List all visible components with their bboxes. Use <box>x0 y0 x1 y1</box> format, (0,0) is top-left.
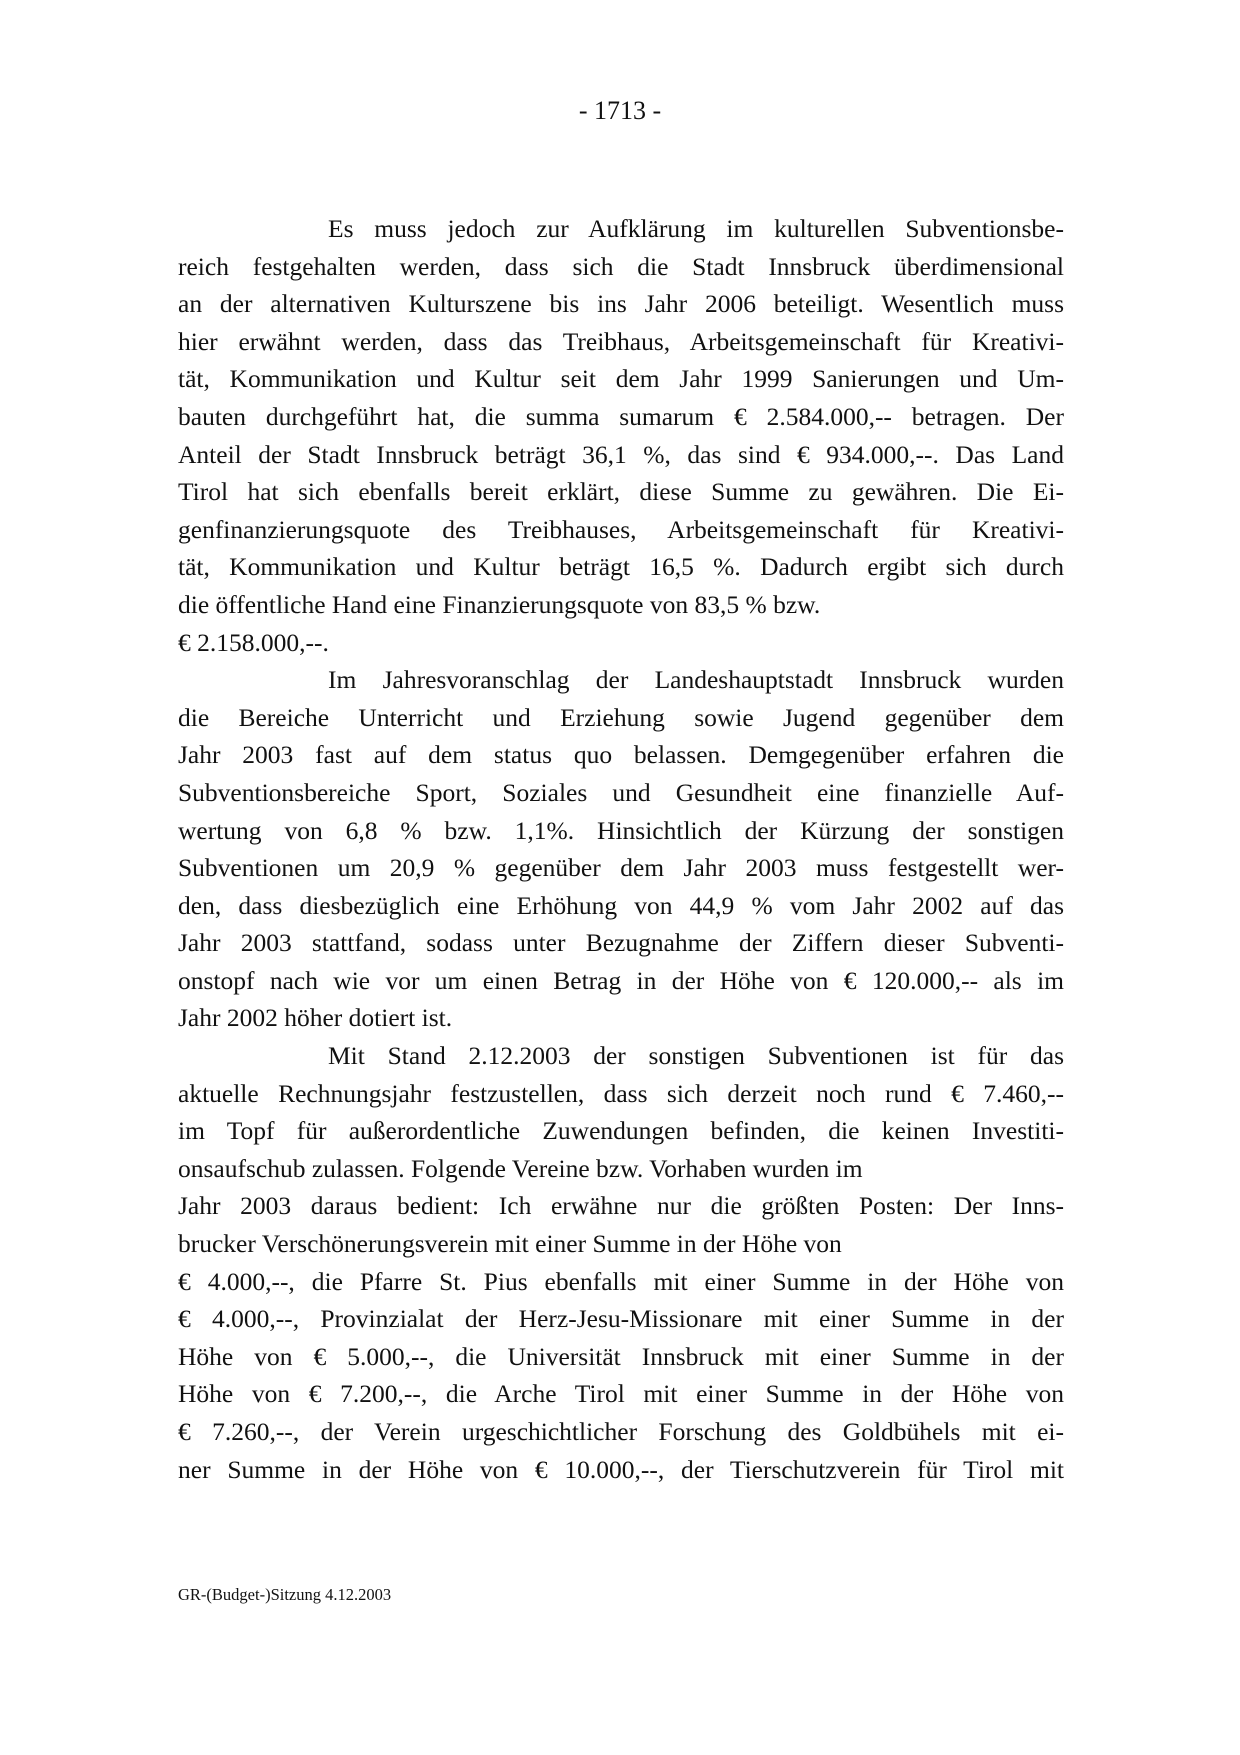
text-line: Höhe von € 5.000,--, die Universität Innsbruck mit einer Summe in der <box>178 1341 1064 1371</box>
text-line: € 4.000,--, die Pfarre St. Pius ebenfalls mit einer Summe in der Höhe von <box>178 1266 1064 1296</box>
text-line: den, dass diesbezüglich eine Erhöhung von 44,9 % vom Jahr 2002 auf das <box>178 890 1064 920</box>
text-line: € 7.260,--, der Verein urgeschichtlicher Forschung des Goldbühels mit ei- <box>178 1417 1064 1446</box>
text-line: im Topf für außerordentliche Zuwendungen befinden, die keinen Investiti- <box>178 1116 1064 1146</box>
text-line: Höhe von € 7.200,--, die Arche Tirol mit einer Summe in der Höhe von <box>178 1379 1064 1409</box>
text-line: Jahr 2003 fast auf dem status quo belassen. Demgegenüber erfahren die <box>178 740 1064 770</box>
text-line: hier erwähnt werden, dass das Treibhaus, Arbeitsgemeinschaft für Kreativi- <box>178 326 1064 356</box>
page-footer: GR-(Budget-)Sitzung 4.12.2003 <box>178 1585 392 1604</box>
text-line: ner Summe in der Höhe von € 10.000,--, der Tierschutzverein für Tirol mit <box>178 1454 1064 1484</box>
text-line: onstopf nach wie vor um einen Betrag in der Höhe von € 120.000,-- als im <box>178 965 1064 995</box>
text-line: Es muss jedoch zur Aufklärung im kulturellen Subventionsbe- <box>328 214 1064 243</box>
text-line: brucker Verschönerungsverein mit einer Summe in der Höhe von <box>178 1229 842 1259</box>
text-line: genfinanzierungsquote des Treibhauses, Arbeitsgemeinschaft für Kreativi- <box>178 514 1064 544</box>
text-line: an der alternativen Kulturszene bis ins Jahr 2006 beteiligt. Wesentlich muss <box>178 289 1064 319</box>
text-line: Jahr 2002 höher dotiert ist. <box>178 1003 453 1033</box>
text-line: reich festgehalten werden, dass sich die Stadt Innsbruck überdimensional <box>178 251 1064 281</box>
text-line: bauten durchgeführt hat, die summa sumarum € 2.584.000,-- betragen. Der <box>178 401 1064 431</box>
text-line: die Bereiche Unterricht und Erziehung sowie Jugend gegenüber dem <box>178 702 1064 732</box>
paragraph <box>178 210 1064 661</box>
text-line: aktuelle Rechnungsjahr festzustellen, dass sich derzeit noch rund € 7.460,-- <box>178 1078 1064 1108</box>
paragraph <box>178 661 1064 1037</box>
text-line: Im Jahresvoranschlag der Landeshauptstadt Innsbruck wurden <box>328 665 1064 695</box>
text-line: € 4.000,--, Provinzialat der Herz-Jesu-Missionare mit einer Summe in der <box>178 1304 1064 1334</box>
text-line: € 2.158.000,--. <box>178 627 329 657</box>
page-number: - 1713 - <box>578 96 662 125</box>
text-line: Subventionen um 20,9 % gegenüber dem Jahr 2003 muss festgestellt wer- <box>178 853 1064 883</box>
text-line: Jahr 2003 daraus bedient: Ich erwähne nur die größten Posten: Der Inns- <box>178 1191 1064 1221</box>
text-line: tät, Kommunikation und Kultur beträgt 16,5 %. Dadurch ergibt sich durch <box>178 552 1064 582</box>
text-line: Tirol hat sich ebenfalls bereit erklärt, diese Summe zu gewähren. Die Ei- <box>178 477 1064 507</box>
text-line: Subventionsbereiche Sport, Soziales und Gesundheit eine finanzielle Auf- <box>178 777 1064 807</box>
paragraph <box>178 1037 1064 1488</box>
document-body <box>178 210 1064 1488</box>
text-line: tät, Kommunikation und Kultur seit dem Jahr 1999 Sanierungen und Um- <box>178 364 1064 394</box>
text-line: Jahr 2003 stattfand, sodass unter Bezugnahme der Ziffern dieser Subventi- <box>178 928 1064 958</box>
text-line: Mit Stand 2.12.2003 der sonstigen Subventionen ist für das <box>328 1041 1064 1071</box>
text-line: onsaufschub zulassen. Folgende Vereine bzw. Vorhaben wurden im <box>178 1153 863 1183</box>
text-line: die öffentliche Hand eine Finanzierungsquote von 83,5 % bzw. <box>178 589 821 619</box>
text-line: wertung von 6,8 % bzw. 1,1%. Hinsichtlich der Kürzung der sonstigen <box>178 815 1064 845</box>
text-line: Anteil der Stadt Innsbruck beträgt 36,1 %, das sind € 934.000,--. Das Land <box>178 439 1064 469</box>
